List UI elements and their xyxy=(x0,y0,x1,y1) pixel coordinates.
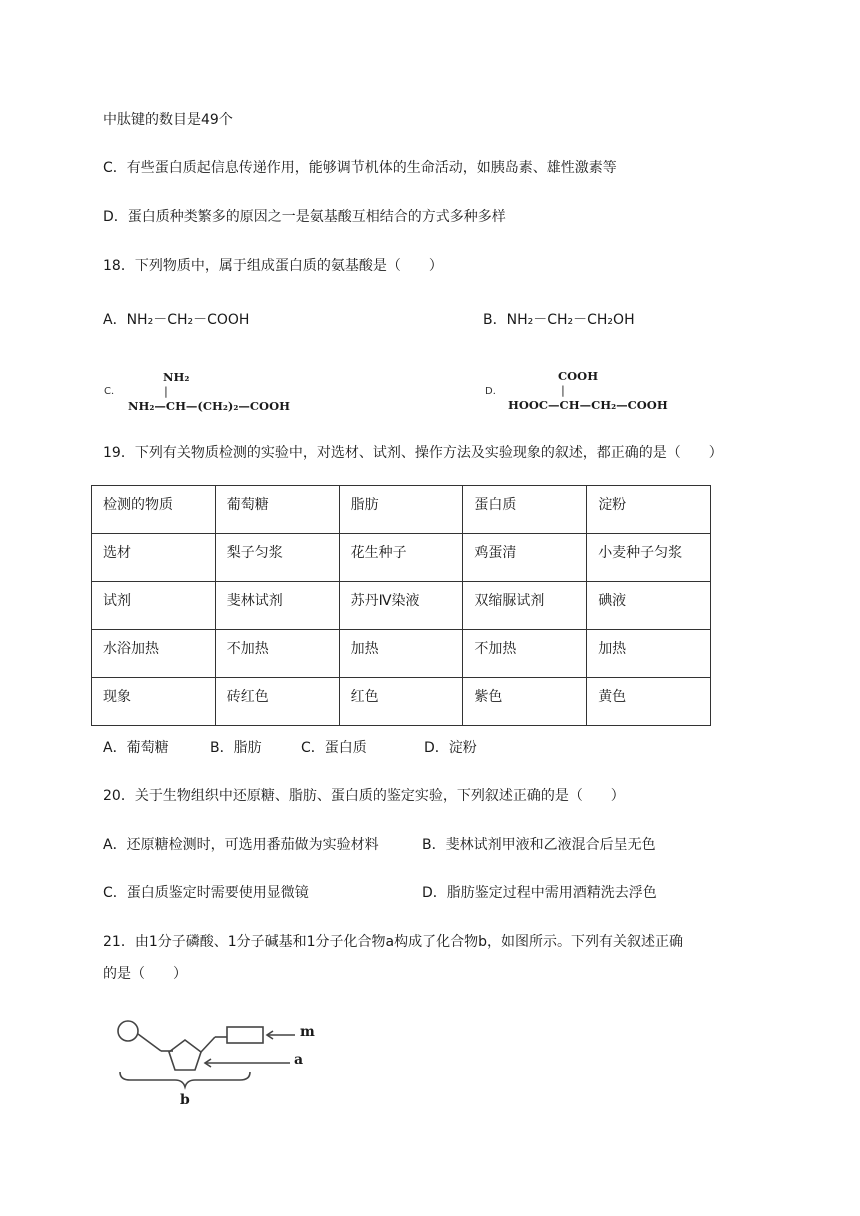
q18-option-b: B．NH₂－CH₂－CH₂OH xyxy=(483,312,635,328)
table-cell: 碘液 xyxy=(587,582,711,630)
q18-c-label: C． xyxy=(104,386,121,397)
table-cell: 检测的物质 xyxy=(92,486,216,534)
base-bond xyxy=(201,1037,215,1052)
q17-option-c: C．有些蛋白质起信息传递作用，能够调节机体的生命活动，如胰岛素、雄性激素等 xyxy=(103,160,617,176)
q17-continuation: 中肽键的数目是49个 xyxy=(103,112,233,128)
q20-option-c: C．蛋白质鉴定时需要使用显微镜 xyxy=(103,885,309,901)
q18-d-main-chain: HOOC—CH—CH₂—COOH xyxy=(508,398,668,412)
q18-option-a: A．NH₂－CH₂－COOH xyxy=(103,312,250,328)
label-m: m xyxy=(300,1024,315,1040)
q21-stem-line2: 的是（ ） xyxy=(103,966,187,982)
q21-stem-line1: 21．由1分子磷酸、1分子碱基和1分子化合物a构成了化合物b，如图所示。下列有关叙述正确 xyxy=(103,934,683,950)
table-cell: 小麦种子匀浆 xyxy=(587,534,711,582)
q19-stem: 19．下列有关物质检测的实验中，对选材、试剂、操作方法及实验现象的叙述，都正确的是（ ） xyxy=(103,445,723,461)
base-rect xyxy=(227,1027,263,1043)
q18-c-main-chain: NH₂—CH—(CH₂)₂—COOH xyxy=(128,399,290,413)
table-cell: 双缩脲试剂 xyxy=(463,582,587,630)
table-cell: 淀粉 xyxy=(587,486,711,534)
table-cell: 加热 xyxy=(587,630,711,678)
table-cell: 现象 xyxy=(92,678,216,726)
phosphate-bond xyxy=(138,1034,161,1051)
table-cell: 梨子匀浆 xyxy=(215,534,339,582)
pentose-ring xyxy=(169,1040,201,1070)
q20-option-b: B．斐林试剂甲液和乙液混合后呈无色 xyxy=(422,837,656,853)
q19-option-a: A．葡萄糖 xyxy=(103,740,169,756)
phosphate-circle xyxy=(118,1021,138,1041)
table-cell: 鸡蛋清 xyxy=(463,534,587,582)
q19-option-c: C．蛋白质 xyxy=(301,740,367,756)
table-cell: 水浴加热 xyxy=(92,630,216,678)
q20-stem: 20．关于生物组织中还原糖、脂肪、蛋白质的鉴定实验，下列叙述正确的是（ ） xyxy=(103,788,625,804)
q18-d-bond: | xyxy=(561,383,565,397)
label-a: a xyxy=(294,1052,304,1068)
q19-option-d: D．淀粉 xyxy=(424,740,477,756)
table-row xyxy=(92,630,711,678)
table-cell: 不加热 xyxy=(463,630,587,678)
table-cell: 苏丹Ⅳ染液 xyxy=(339,582,463,630)
table-cell: 蛋白质 xyxy=(463,486,587,534)
q18-c-top-group: NH₂ xyxy=(163,370,190,384)
q18-d-label: D． xyxy=(485,386,503,397)
brace-b xyxy=(120,1072,250,1087)
table-cell: 紫色 xyxy=(463,678,587,726)
table-cell: 加热 xyxy=(339,630,463,678)
table-row xyxy=(92,486,711,534)
table-cell: 黄色 xyxy=(587,678,711,726)
label-b: b xyxy=(180,1092,190,1108)
q18-d-top-group: COOH xyxy=(558,369,599,383)
table-cell: 葡萄糖 xyxy=(215,486,339,534)
q19-option-b: B．脂肪 xyxy=(210,740,262,756)
q20-option-a: A．还原糖检测时，可选用番茄做为实验材料 xyxy=(103,837,379,853)
q18-c-bond: | xyxy=(164,384,168,398)
table-cell: 选材 xyxy=(92,534,216,582)
q17-option-d: D．蛋白质种类繁多的原因之一是氨基酸互相结合的方式多种多样 xyxy=(103,209,506,225)
table-row xyxy=(92,534,711,582)
table-row xyxy=(92,678,711,726)
table-cell: 脂肪 xyxy=(339,486,463,534)
table-cell: 不加热 xyxy=(215,630,339,678)
table-cell: 花生种子 xyxy=(339,534,463,582)
q18-stem: 18．下列物质中，属于组成蛋白质的氨基酸是（ ） xyxy=(103,258,443,274)
table-row xyxy=(92,582,711,630)
table-cell: 砖红色 xyxy=(215,678,339,726)
table-cell: 斐林试剂 xyxy=(215,582,339,630)
table-cell: 试剂 xyxy=(92,582,216,630)
q20-option-d: D．脂肪鉴定过程中需用酒精洗去浮色 xyxy=(422,885,657,901)
q19-table xyxy=(91,485,711,726)
table-cell: 红色 xyxy=(339,678,463,726)
